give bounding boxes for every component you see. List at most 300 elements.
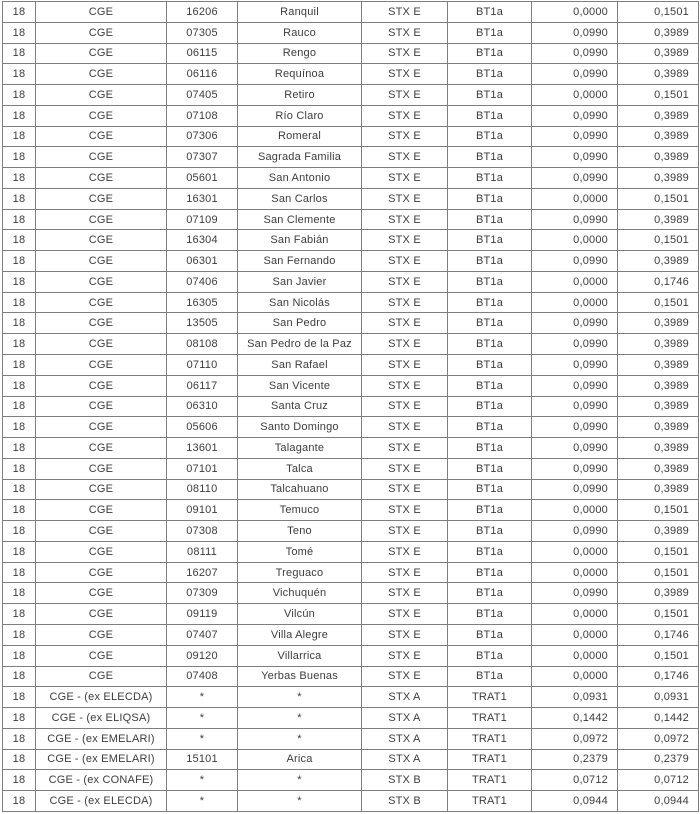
cell-value-1: 0,0990 bbox=[532, 583, 618, 604]
cell-company: CGE bbox=[36, 188, 167, 209]
cell-region-number: 18 bbox=[3, 271, 36, 292]
cell-commune-code: 09119 bbox=[167, 604, 238, 625]
table-row bbox=[3, 126, 699, 147]
cell-value-2: 0,1501 bbox=[618, 645, 699, 666]
table-row bbox=[3, 645, 699, 666]
cell-company: CGE bbox=[36, 396, 167, 417]
cell-region-number: 18 bbox=[3, 64, 36, 85]
cell-tariff-code: BT1a bbox=[448, 604, 532, 625]
cell-value-2: 0,3989 bbox=[618, 251, 699, 272]
cell-commune-code: 06301 bbox=[167, 251, 238, 272]
cell-value-2: 0,1442 bbox=[618, 708, 699, 729]
cell-company: CGE bbox=[36, 375, 167, 396]
cell-company: CGE bbox=[36, 624, 167, 645]
cell-commune-code: 07101 bbox=[167, 458, 238, 479]
cell-region-number: 18 bbox=[3, 417, 36, 438]
cell-commune-name: Temuco bbox=[238, 500, 362, 521]
cell-value-2: 0,1501 bbox=[618, 2, 699, 23]
cell-tariff-code: BT1a bbox=[448, 562, 532, 583]
cell-region-number: 18 bbox=[3, 583, 36, 604]
cell-tariff-code: BT1a bbox=[448, 271, 532, 292]
cell-value-1: 0,0000 bbox=[532, 624, 618, 645]
cell-tariff-code: BT1a bbox=[448, 375, 532, 396]
cell-value-1: 0,0990 bbox=[532, 417, 618, 438]
cell-tariff-code: BT1a bbox=[448, 209, 532, 230]
cell-company: CGE bbox=[36, 438, 167, 459]
cell-value-1: 0,0000 bbox=[532, 562, 618, 583]
cell-value-2: 0,0712 bbox=[618, 770, 699, 791]
table-row bbox=[3, 749, 699, 770]
cell-stx-segment: STX E bbox=[362, 624, 448, 645]
table-row bbox=[3, 458, 699, 479]
cell-tariff-code: TRAT1 bbox=[448, 749, 532, 770]
table-row bbox=[3, 64, 699, 85]
cell-stx-segment: STX E bbox=[362, 230, 448, 251]
cell-value-1: 0,0972 bbox=[532, 728, 618, 749]
cell-commune-code: 06116 bbox=[167, 64, 238, 85]
cell-commune-code: 07305 bbox=[167, 22, 238, 43]
cell-value-1: 0,1442 bbox=[532, 708, 618, 729]
cell-value-2: 0,3989 bbox=[618, 458, 699, 479]
cell-commune-name: San Nicolás bbox=[238, 292, 362, 313]
cell-region-number: 18 bbox=[3, 292, 36, 313]
cell-stx-segment: STX E bbox=[362, 500, 448, 521]
table-row bbox=[3, 43, 699, 64]
cell-commune-code: 07407 bbox=[167, 624, 238, 645]
cell-region-number: 18 bbox=[3, 645, 36, 666]
cell-commune-name: Treguaco bbox=[238, 562, 362, 583]
table-row bbox=[3, 22, 699, 43]
cell-value-1: 0,0712 bbox=[532, 770, 618, 791]
cell-commune-code: 07406 bbox=[167, 271, 238, 292]
cell-company: CGE bbox=[36, 355, 167, 376]
cell-commune-name: San Fabián bbox=[238, 230, 362, 251]
cell-stx-segment: STX E bbox=[362, 438, 448, 459]
table-row bbox=[3, 147, 699, 168]
cell-commune-code: 16305 bbox=[167, 292, 238, 313]
cell-region-number: 18 bbox=[3, 396, 36, 417]
cell-company: CGE bbox=[36, 500, 167, 521]
cell-value-1: 0,0990 bbox=[532, 479, 618, 500]
cell-tariff-code: BT1a bbox=[448, 479, 532, 500]
cell-stx-segment: STX E bbox=[362, 583, 448, 604]
cell-company: CGE - (ex CONAFE) bbox=[36, 770, 167, 791]
cell-tariff-code: BT1a bbox=[448, 188, 532, 209]
cell-commune-name: * bbox=[238, 687, 362, 708]
cell-value-2: 0,1501 bbox=[618, 230, 699, 251]
cell-commune-code: 07108 bbox=[167, 105, 238, 126]
cell-commune-name: San Antonio bbox=[238, 168, 362, 189]
cell-commune-name: Tomé bbox=[238, 541, 362, 562]
cell-value-2: 0,3989 bbox=[618, 147, 699, 168]
cell-stx-segment: STX E bbox=[362, 209, 448, 230]
cell-region-number: 18 bbox=[3, 666, 36, 687]
cell-tariff-code: BT1a bbox=[448, 438, 532, 459]
cell-stx-segment: STX E bbox=[362, 562, 448, 583]
cell-stx-segment: STX B bbox=[362, 791, 448, 812]
cell-stx-segment: STX E bbox=[362, 521, 448, 542]
cell-company: CGE bbox=[36, 271, 167, 292]
cell-company: CGE - (ex ELECDA) bbox=[36, 791, 167, 812]
cell-stx-segment: STX E bbox=[362, 375, 448, 396]
cell-region-number: 18 bbox=[3, 2, 36, 23]
cell-region-number: 18 bbox=[3, 22, 36, 43]
cell-company: CGE bbox=[36, 64, 167, 85]
cell-tariff-code: TRAT1 bbox=[448, 687, 532, 708]
cell-commune-name: Vilcún bbox=[238, 604, 362, 625]
cell-value-2: 0,1746 bbox=[618, 271, 699, 292]
table-row bbox=[3, 375, 699, 396]
cell-commune-code: 15101 bbox=[167, 749, 238, 770]
cell-region-number: 18 bbox=[3, 521, 36, 542]
cell-commune-code: 16304 bbox=[167, 230, 238, 251]
cell-commune-name: Santo Domingo bbox=[238, 417, 362, 438]
table-row bbox=[3, 313, 699, 334]
cell-stx-segment: STX E bbox=[362, 604, 448, 625]
cell-stx-segment: STX E bbox=[362, 168, 448, 189]
cell-value-1: 0,0990 bbox=[532, 375, 618, 396]
cell-value-1: 0,0990 bbox=[532, 313, 618, 334]
cell-region-number: 18 bbox=[3, 708, 36, 729]
cell-tariff-code: BT1a bbox=[448, 105, 532, 126]
cell-commune-code: 08108 bbox=[167, 334, 238, 355]
cell-value-1: 0,0000 bbox=[532, 188, 618, 209]
cell-tariff-code: BT1a bbox=[448, 2, 532, 23]
cell-value-1: 0,0990 bbox=[532, 43, 618, 64]
cell-value-1: 0,0990 bbox=[532, 105, 618, 126]
cell-commune-code: 07110 bbox=[167, 355, 238, 376]
cell-commune-name: San Javier bbox=[238, 271, 362, 292]
table-row bbox=[3, 292, 699, 313]
cell-region-number: 18 bbox=[3, 604, 36, 625]
cell-company: CGE bbox=[36, 147, 167, 168]
cell-value-1: 0,0000 bbox=[532, 645, 618, 666]
cell-commune-name: Villa Alegre bbox=[238, 624, 362, 645]
cell-value-1: 0,0944 bbox=[532, 791, 618, 812]
cell-stx-segment: STX E bbox=[362, 271, 448, 292]
table-row bbox=[3, 687, 699, 708]
cell-region-number: 18 bbox=[3, 728, 36, 749]
cell-value-1: 0,0990 bbox=[532, 355, 618, 376]
cell-commune-code: * bbox=[167, 770, 238, 791]
cell-region-number: 18 bbox=[3, 541, 36, 562]
cell-commune-name: * bbox=[238, 708, 362, 729]
cell-region-number: 18 bbox=[3, 375, 36, 396]
cell-commune-name: San Rafael bbox=[238, 355, 362, 376]
cell-commune-code: 07405 bbox=[167, 85, 238, 106]
cell-commune-name: Talca bbox=[238, 458, 362, 479]
cell-value-1: 0,0990 bbox=[532, 168, 618, 189]
cell-tariff-code: BT1a bbox=[448, 583, 532, 604]
cell-tariff-code: TRAT1 bbox=[448, 708, 532, 729]
cell-value-2: 0,3989 bbox=[618, 334, 699, 355]
cell-stx-segment: STX E bbox=[362, 2, 448, 23]
cell-company: CGE - (ex EMELARI) bbox=[36, 728, 167, 749]
cell-commune-name: * bbox=[238, 770, 362, 791]
cell-company: CGE bbox=[36, 583, 167, 604]
cell-company: CGE bbox=[36, 521, 167, 542]
cell-tariff-code: BT1a bbox=[448, 458, 532, 479]
cell-stx-segment: STX A bbox=[362, 749, 448, 770]
cell-value-1: 0,0000 bbox=[532, 271, 618, 292]
cell-commune-name: Vichuquén bbox=[238, 583, 362, 604]
cell-commune-code: * bbox=[167, 708, 238, 729]
cell-commune-name: Yerbas Buenas bbox=[238, 666, 362, 687]
cell-tariff-code: BT1a bbox=[448, 355, 532, 376]
cell-stx-segment: STX E bbox=[362, 64, 448, 85]
cell-company: CGE bbox=[36, 168, 167, 189]
cell-commune-name: Talagante bbox=[238, 438, 362, 459]
cell-commune-name: Rengo bbox=[238, 43, 362, 64]
cell-tariff-code: BT1a bbox=[448, 334, 532, 355]
cell-commune-code: 08111 bbox=[167, 541, 238, 562]
cell-value-1: 0,0990 bbox=[532, 209, 618, 230]
cell-stx-segment: STX B bbox=[362, 770, 448, 791]
cell-tariff-code: BT1a bbox=[448, 126, 532, 147]
table-body bbox=[3, 2, 699, 812]
cell-tariff-code: TRAT1 bbox=[448, 770, 532, 791]
cell-stx-segment: STX E bbox=[362, 645, 448, 666]
cell-region-number: 18 bbox=[3, 770, 36, 791]
cell-region-number: 18 bbox=[3, 479, 36, 500]
cell-commune-name: Río Claro bbox=[238, 105, 362, 126]
cell-stx-segment: STX E bbox=[362, 396, 448, 417]
cell-value-2: 0,3989 bbox=[618, 355, 699, 376]
cell-tariff-code: BT1a bbox=[448, 313, 532, 334]
cell-commune-name: Rauco bbox=[238, 22, 362, 43]
table-row bbox=[3, 355, 699, 376]
cell-company: CGE bbox=[36, 541, 167, 562]
table-row bbox=[3, 417, 699, 438]
cell-stx-segment: STX E bbox=[362, 355, 448, 376]
cell-region-number: 18 bbox=[3, 85, 36, 106]
cell-region-number: 18 bbox=[3, 188, 36, 209]
cell-region-number: 18 bbox=[3, 313, 36, 334]
cell-tariff-code: BT1a bbox=[448, 292, 532, 313]
cell-stx-segment: STX E bbox=[362, 126, 448, 147]
cell-stx-segment: STX E bbox=[362, 147, 448, 168]
cell-stx-segment: STX A bbox=[362, 708, 448, 729]
cell-value-2: 0,1501 bbox=[618, 292, 699, 313]
cell-region-number: 18 bbox=[3, 168, 36, 189]
cell-value-1: 0,0990 bbox=[532, 251, 618, 272]
table-row bbox=[3, 708, 699, 729]
table-row bbox=[3, 168, 699, 189]
cell-commune-name: San Vicente bbox=[238, 375, 362, 396]
cell-value-2: 0,0931 bbox=[618, 687, 699, 708]
cell-value-1: 0,0000 bbox=[532, 604, 618, 625]
cell-company: CGE bbox=[36, 666, 167, 687]
cell-value-2: 0,3989 bbox=[618, 22, 699, 43]
table-row bbox=[3, 624, 699, 645]
cell-value-2: 0,3989 bbox=[618, 375, 699, 396]
cell-stx-segment: STX A bbox=[362, 687, 448, 708]
cell-stx-segment: STX E bbox=[362, 85, 448, 106]
cell-value-1: 0,0990 bbox=[532, 438, 618, 459]
cell-company: CGE bbox=[36, 85, 167, 106]
cell-commune-name: San Clemente bbox=[238, 209, 362, 230]
cell-commune-name: Sagrada Familia bbox=[238, 147, 362, 168]
cell-region-number: 18 bbox=[3, 749, 36, 770]
cell-commune-code: 05606 bbox=[167, 417, 238, 438]
cell-tariff-code: BT1a bbox=[448, 624, 532, 645]
cell-commune-name: * bbox=[238, 791, 362, 812]
cell-commune-code: 09101 bbox=[167, 500, 238, 521]
cell-commune-code: 07308 bbox=[167, 521, 238, 542]
cell-tariff-code: BT1a bbox=[448, 645, 532, 666]
cell-value-2: 0,1501 bbox=[618, 562, 699, 583]
table-row bbox=[3, 209, 699, 230]
cell-commune-code: 07306 bbox=[167, 126, 238, 147]
cell-value-2: 0,3989 bbox=[618, 438, 699, 459]
cell-value-2: 0,1501 bbox=[618, 604, 699, 625]
table-row bbox=[3, 230, 699, 251]
cell-tariff-code: BT1a bbox=[448, 147, 532, 168]
table-row bbox=[3, 604, 699, 625]
table-row bbox=[3, 583, 699, 604]
cell-commune-name: San Pedro bbox=[238, 313, 362, 334]
cell-company: CGE bbox=[36, 43, 167, 64]
cell-commune-name: Talcahuano bbox=[238, 479, 362, 500]
cell-commune-code: 13505 bbox=[167, 313, 238, 334]
cell-company: CGE bbox=[36, 458, 167, 479]
table-row bbox=[3, 85, 699, 106]
cell-stx-segment: STX E bbox=[362, 458, 448, 479]
cell-region-number: 18 bbox=[3, 334, 36, 355]
cell-region-number: 18 bbox=[3, 500, 36, 521]
cell-tariff-code: BT1a bbox=[448, 85, 532, 106]
cell-commune-name: Ranquil bbox=[238, 2, 362, 23]
cell-commune-code: 05601 bbox=[167, 168, 238, 189]
cell-region-number: 18 bbox=[3, 355, 36, 376]
cell-region-number: 18 bbox=[3, 791, 36, 812]
cell-commune-code: 07307 bbox=[167, 147, 238, 168]
cell-company: CGE bbox=[36, 2, 167, 23]
cell-tariff-code: BT1a bbox=[448, 230, 532, 251]
cell-company: CGE bbox=[36, 604, 167, 625]
cell-company: CGE - (ex EMELARI) bbox=[36, 749, 167, 770]
cell-tariff-code: BT1a bbox=[448, 417, 532, 438]
cell-company: CGE bbox=[36, 313, 167, 334]
cell-commune-code: 16206 bbox=[167, 2, 238, 23]
cell-commune-name: Teno bbox=[238, 521, 362, 542]
cell-region-number: 18 bbox=[3, 562, 36, 583]
cell-company: CGE bbox=[36, 126, 167, 147]
cell-commune-name: San Fernando bbox=[238, 251, 362, 272]
cell-company: CGE bbox=[36, 105, 167, 126]
cell-value-2: 0,1746 bbox=[618, 666, 699, 687]
cell-region-number: 18 bbox=[3, 209, 36, 230]
cell-commune-name: Arica bbox=[238, 749, 362, 770]
cell-value-2: 0,3989 bbox=[618, 479, 699, 500]
cell-commune-code: 06310 bbox=[167, 396, 238, 417]
cell-value-1: 0,0990 bbox=[532, 458, 618, 479]
cell-value-2: 0,1501 bbox=[618, 188, 699, 209]
cell-commune-code: * bbox=[167, 728, 238, 749]
cell-value-2: 0,1501 bbox=[618, 85, 699, 106]
table-row bbox=[3, 105, 699, 126]
cell-tariff-code: BT1a bbox=[448, 500, 532, 521]
table-row bbox=[3, 2, 699, 23]
cell-value-2: 0,3989 bbox=[618, 64, 699, 85]
cell-tariff-code: BT1a bbox=[448, 396, 532, 417]
cell-value-1: 0,0931 bbox=[532, 687, 618, 708]
cell-value-2: 0,0972 bbox=[618, 728, 699, 749]
cell-stx-segment: STX E bbox=[362, 43, 448, 64]
cell-commune-code: 07309 bbox=[167, 583, 238, 604]
table-row bbox=[3, 500, 699, 521]
cell-commune-name: San Pedro de la Paz bbox=[238, 334, 362, 355]
cell-company: CGE bbox=[36, 562, 167, 583]
cell-commune-name: Santa Cruz bbox=[238, 396, 362, 417]
cell-stx-segment: STX A bbox=[362, 728, 448, 749]
cell-value-1: 0,0990 bbox=[532, 126, 618, 147]
cell-value-1: 0,0000 bbox=[532, 2, 618, 23]
cell-region-number: 18 bbox=[3, 251, 36, 272]
cell-region-number: 18 bbox=[3, 624, 36, 645]
cell-value-2: 0,1746 bbox=[618, 624, 699, 645]
cell-stx-segment: STX E bbox=[362, 334, 448, 355]
cell-commune-code: 06115 bbox=[167, 43, 238, 64]
table-row bbox=[3, 396, 699, 417]
cell-stx-segment: STX E bbox=[362, 313, 448, 334]
cell-value-2: 0,2379 bbox=[618, 749, 699, 770]
cell-commune-code: * bbox=[167, 687, 238, 708]
table-row bbox=[3, 271, 699, 292]
cell-commune-code: 09120 bbox=[167, 645, 238, 666]
cell-commune-code: 08110 bbox=[167, 479, 238, 500]
cell-commune-code: 16301 bbox=[167, 188, 238, 209]
cell-tariff-code: BT1a bbox=[448, 168, 532, 189]
cell-commune-code: 07408 bbox=[167, 666, 238, 687]
cell-value-2: 0,0944 bbox=[618, 791, 699, 812]
cell-region-number: 18 bbox=[3, 147, 36, 168]
cell-value-1: 0,0000 bbox=[532, 666, 618, 687]
table-row bbox=[3, 188, 699, 209]
cell-tariff-code: BT1a bbox=[448, 64, 532, 85]
cell-commune-name: Requínoa bbox=[238, 64, 362, 85]
cell-stx-segment: STX E bbox=[362, 541, 448, 562]
cell-region-number: 18 bbox=[3, 43, 36, 64]
cell-commune-name: Villarrica bbox=[238, 645, 362, 666]
cell-value-2: 0,1501 bbox=[618, 541, 699, 562]
cell-value-2: 0,3989 bbox=[618, 521, 699, 542]
cell-stx-segment: STX E bbox=[362, 251, 448, 272]
cell-company: CGE bbox=[36, 251, 167, 272]
table-row bbox=[3, 541, 699, 562]
cell-region-number: 18 bbox=[3, 105, 36, 126]
cell-tariff-code: BT1a bbox=[448, 541, 532, 562]
cell-tariff-code: BT1a bbox=[448, 22, 532, 43]
cell-region-number: 18 bbox=[3, 230, 36, 251]
cell-value-2: 0,3989 bbox=[618, 168, 699, 189]
cell-value-1: 0,0990 bbox=[532, 64, 618, 85]
cell-commune-code: 13601 bbox=[167, 438, 238, 459]
table-row bbox=[3, 334, 699, 355]
cell-value-1: 0,2379 bbox=[532, 749, 618, 770]
cell-commune-name: San Carlos bbox=[238, 188, 362, 209]
cell-region-number: 18 bbox=[3, 458, 36, 479]
cell-tariff-code: BT1a bbox=[448, 43, 532, 64]
table-row bbox=[3, 479, 699, 500]
cell-stx-segment: STX E bbox=[362, 188, 448, 209]
cell-value-1: 0,0990 bbox=[532, 22, 618, 43]
cell-tariff-code: BT1a bbox=[448, 251, 532, 272]
tariff-table bbox=[2, 1, 699, 812]
cell-company: CGE bbox=[36, 22, 167, 43]
cell-value-1: 0,0000 bbox=[532, 541, 618, 562]
cell-company: CGE bbox=[36, 292, 167, 313]
